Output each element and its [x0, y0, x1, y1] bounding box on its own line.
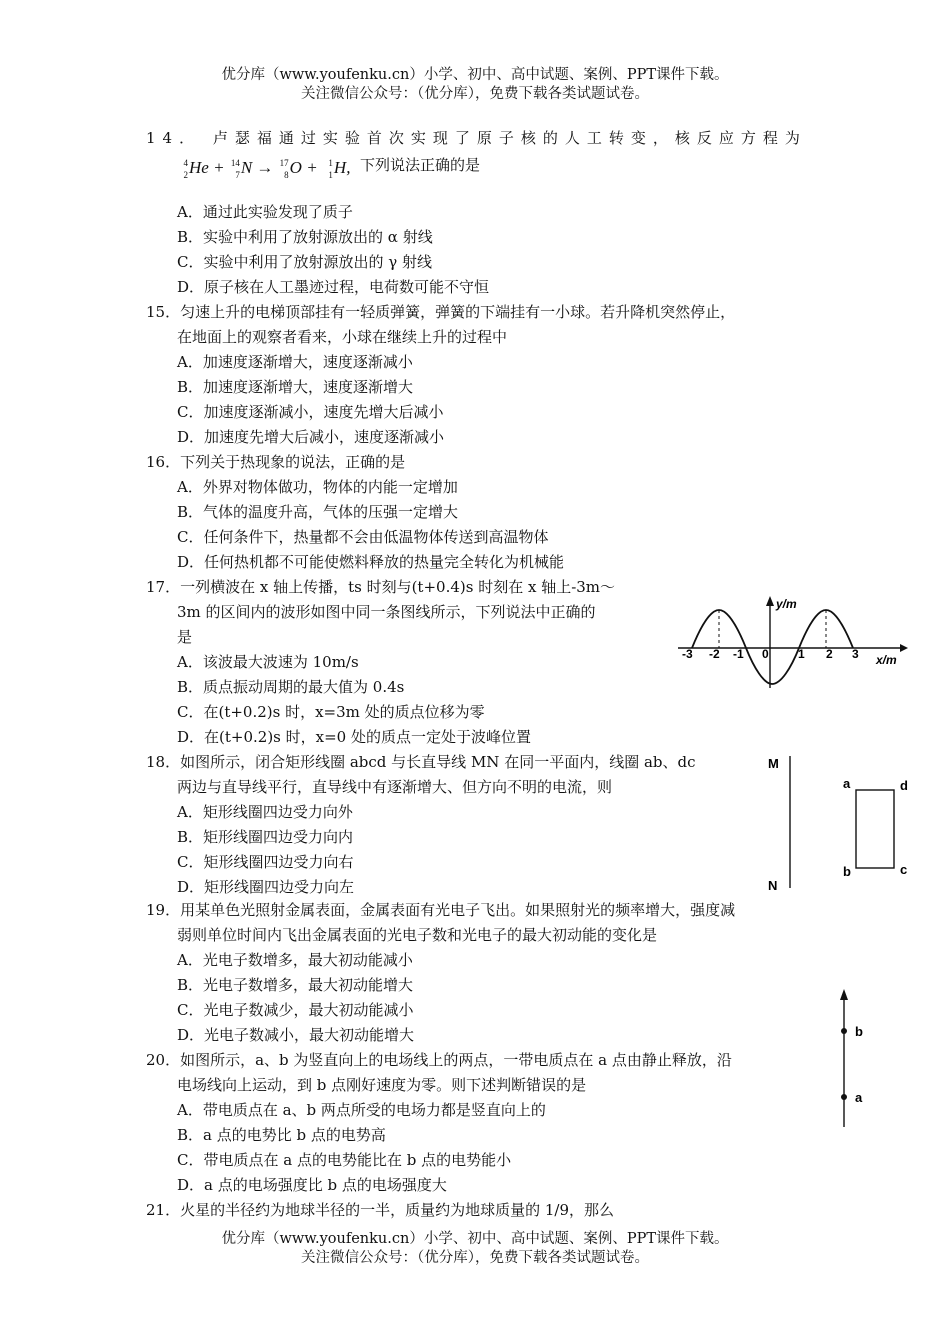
- n-symbol: N: [240, 158, 253, 177]
- x-axis-label: x/m: [876, 653, 897, 667]
- wire-label-n: N: [768, 878, 778, 893]
- q21-stem-line-1: 21．火星的半径约为地球半径的一半，质量约为地球质量的 1/9，那么: [146, 1201, 614, 1219]
- wave-figure: [676, 592, 912, 692]
- q17-stem-line-1: 17．一列横波在 x 轴上传播，ts 时刻与(t+0.4)s 时刻在 x 轴上-3m～: [146, 578, 616, 596]
- coil-corner-b: b: [843, 864, 851, 879]
- y-axis-arrow-icon: [766, 596, 774, 606]
- q16-option-a: A．外界对物体做功，物体的内能一定增加: [177, 478, 458, 496]
- q17-option-c: C．在(t+0.2)s 时，x=3m 处的质点位移为零: [177, 703, 485, 721]
- coil-corner-d: d: [900, 778, 908, 793]
- q14-nuclear-equation: [177, 158, 350, 180]
- field-direction-arrow-icon: [840, 989, 848, 1000]
- header-line-1: 优分库（www.youfenku.cn）小学、初中、高中试题、案例、PPT课件下载。: [221, 67, 729, 83]
- plus-sign: +: [301, 158, 322, 177]
- q17-option-a: A．该波最大波速为 10m/s: [177, 653, 359, 671]
- q16-stem-line-1: 16．下列关于热现象的说法，正确的是: [146, 453, 406, 471]
- h-symbol: H,: [333, 158, 351, 177]
- point-b-dot: [841, 1028, 847, 1034]
- point-a-dot: [841, 1094, 847, 1100]
- rectangular-coil: [856, 790, 894, 868]
- q14-stem-line-2: 下列说法正确的是: [360, 156, 481, 174]
- tick-label: 0: [762, 647, 769, 661]
- q20-option-b: B．a 点的电势比 b 点的电势高: [177, 1126, 386, 1144]
- tick-label: -1: [733, 647, 744, 661]
- q17-stem-line-2: 3m 的区间内的波形如图中同一条图线所示，下列说法中正确的: [177, 603, 596, 621]
- page-footer: [0, 1230, 950, 1268]
- q19-option-c: C．光电子数减少，最大初动能减小: [177, 1001, 414, 1019]
- tick-label: 2: [826, 647, 833, 661]
- q20-option-a: A．带电质点在 a、b 两点所受的电场力都是竖直向上的: [177, 1101, 546, 1119]
- coil-corner-c: c: [900, 862, 908, 877]
- header-line-2: 关注微信公众号：（优分库），免费下载各类试题试卷。: [301, 86, 649, 102]
- q20-stem-line-2: 电场线向上运动，到 b 点刚好速度为零。则下述判断错误的是: [177, 1076, 587, 1094]
- q15-option-c: C．加速度逐渐减小，速度先增大后减小: [177, 403, 444, 421]
- plus-sign: +: [208, 158, 229, 177]
- q14-option-c: C．实验中利用了放射源放出的 γ 射线: [177, 253, 432, 271]
- h-isotope-numbers: 1 1: [328, 158, 333, 181]
- q15-option-d: D．加速度先增大后减小，速度逐渐减小: [177, 428, 445, 446]
- q16-option-b: B．气体的温度升高，气体的压强一定增大: [177, 503, 459, 521]
- q18-option-a: A．矩形线圈四边受力向外: [177, 803, 353, 821]
- q14-stem-line-1: 14． 卢瑟福通过实验首次实现了原子核的人工转变，核反应方程为: [146, 129, 807, 147]
- q14-option-d: D．原子核在人工墨迹过程，电荷数可能不守恒: [177, 278, 490, 296]
- q19-stem-line-1: 19．用某单色光照射金属表面，金属表面有光电子飞出。如果照射光的频率增大，强度减: [146, 901, 736, 919]
- q18-option-b: B．矩形线圈四边受力向内: [177, 828, 354, 846]
- tick-label: -2: [709, 647, 720, 661]
- q15-option-a: A．加速度逐渐增大，速度逐渐减小: [177, 353, 413, 371]
- q19-option-b: B．光电子数增多，最大初动能增大: [177, 976, 414, 994]
- q14-option-b: B．实验中利用了放射源放出的 α 射线: [177, 228, 433, 246]
- reaction-arrow: →: [252, 158, 278, 177]
- q16-option-d: D．任何热机都不可能使燃料释放的热量完全转化为机械能: [177, 553, 565, 571]
- coil-corner-a: a: [843, 776, 851, 791]
- n-isotope-numbers: 14 7: [230, 158, 240, 181]
- point-b-label: b: [855, 1024, 863, 1039]
- wire-label-m: M: [768, 756, 779, 771]
- x-axis-arrow-icon: [900, 644, 908, 652]
- q14-option-a: A．通过此实验发现了质子: [177, 203, 353, 221]
- footer-line-1: 优分库（www.youfenku.cn）小学、初中、高中试题、案例、PPT课件下载。: [221, 1231, 729, 1247]
- electric-field-line-figure: [828, 985, 888, 1131]
- q15-stem-line-1: 15．匀速上升的电梯顶部挂有一轻质弹簧，弹簧的下端挂有一小球。若升降机突然停止，: [146, 303, 736, 321]
- y-axis-label: y/m: [776, 597, 797, 611]
- q20-stem-line-1: 20．如图所示，a、b 为竖直向上的电场线上的两点，一带电质点在 a 点由静止释放，沿: [146, 1051, 732, 1069]
- q19-option-a: A．光电子数增多，最大初动能减小: [177, 951, 413, 969]
- q16-option-c: C．任何条件下，热量都不会由低温物体传送到高温物体: [177, 528, 549, 546]
- q20-option-c: C．带电质点在 a 点的电势能比在 b 点的电势能小: [177, 1151, 512, 1169]
- q19-option-d: D．光电子数减小，最大初动能增大: [177, 1026, 415, 1044]
- tick-label: 3: [852, 647, 859, 661]
- q18-option-c: C．矩形线圈四边受力向右: [177, 853, 354, 871]
- q20-option-d: D．a 点的电场强度比 b 点的电场强度大: [177, 1176, 447, 1194]
- tick-label: 1: [798, 647, 805, 661]
- q15-option-b: B．加速度逐渐增大，速度逐渐增大: [177, 378, 414, 396]
- tick-label: -3: [682, 647, 693, 661]
- q19-stem-line-2: 弱则单位时间内飞出金属表面的光电子数和光电子的最大初动能的变化是: [177, 926, 658, 944]
- q17-option-b: B．质点振动周期的最大值为 0.4s: [177, 678, 405, 696]
- q17-stem-line-3: 是: [177, 628, 193, 646]
- point-a-label: a: [855, 1090, 863, 1105]
- coil-wire-figure: [760, 748, 920, 898]
- q18-stem-line-2: 两边与直导线平行，直导线中有逐渐增大、但方向不明的电流，则: [177, 778, 613, 796]
- o-isotope-numbers: 17 8: [279, 158, 289, 181]
- q17-option-d: D．在(t+0.2)s 时，x=0 处的质点一定处于波峰位置: [177, 728, 531, 746]
- o-symbol: O: [289, 158, 302, 177]
- page-header: [0, 66, 950, 104]
- q18-option-d: D．矩形线圈四边受力向左: [177, 878, 355, 896]
- q15-stem-line-2: 在地面上的观察者看来，小球在继续上升的过程中: [177, 328, 508, 346]
- footer-line-2: 关注微信公众号：（优分库），免费下载各类试题试卷。: [301, 1250, 649, 1266]
- he-symbol: He: [189, 158, 209, 177]
- he-isotope-numbers: 4 2: [183, 158, 188, 181]
- q18-stem-line-1: 18．如图所示，闭合矩形线圈 abcd 与长直导线 MN 在同一平面内，线圈 ab、dc: [146, 753, 696, 771]
